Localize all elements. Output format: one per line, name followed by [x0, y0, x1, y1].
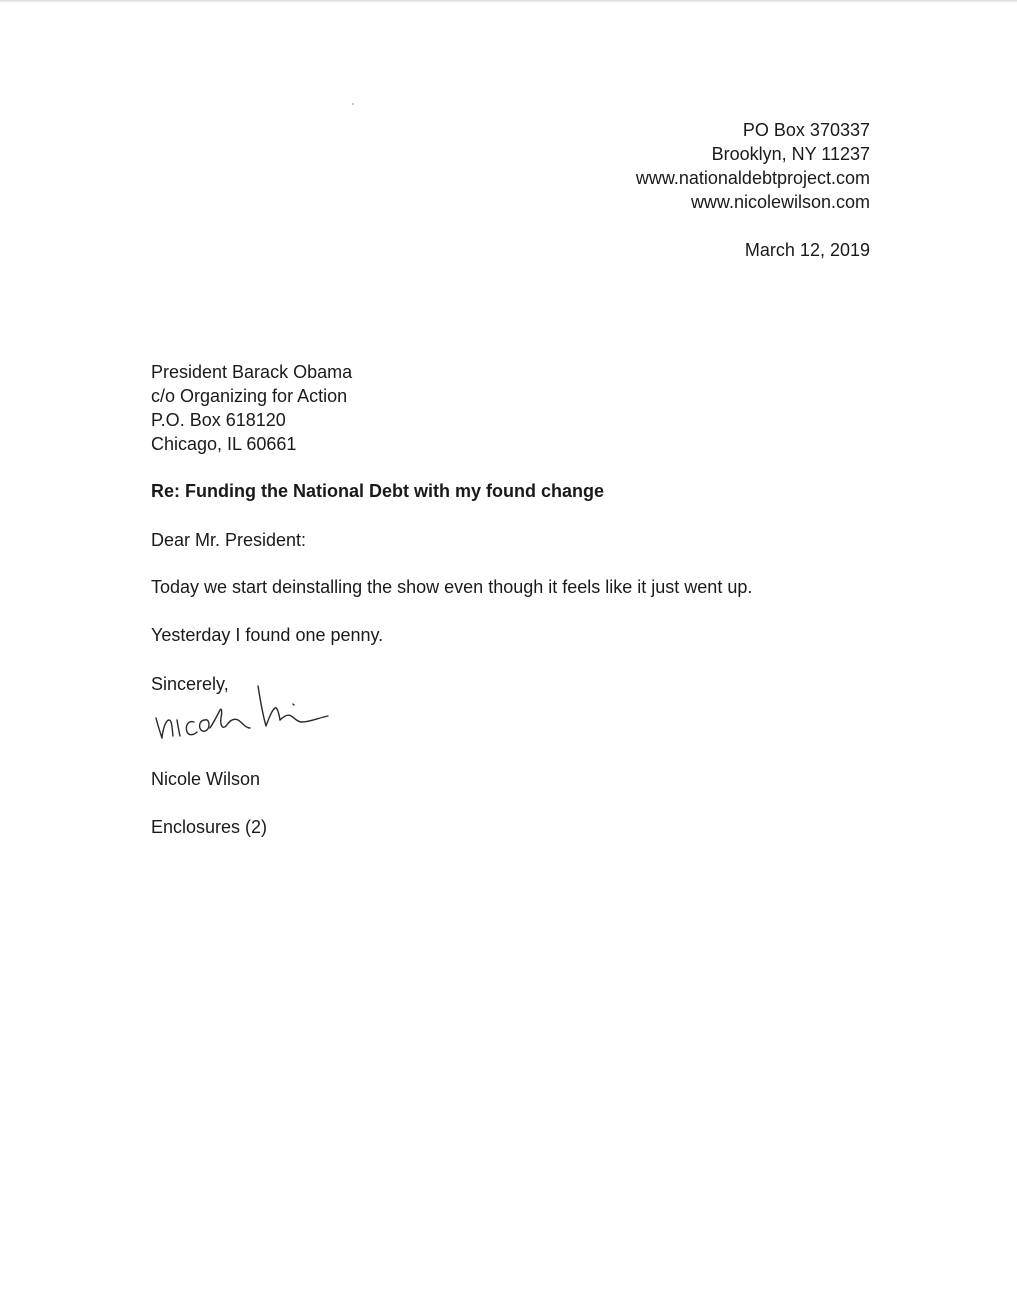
closing: Sincerely,: [151, 674, 229, 694]
scan-edge: [0, 0, 1017, 3]
body-paragraph-2: Yesterday I found one penny.: [151, 625, 384, 645]
recipient-name: President Barack Obama: [151, 362, 353, 382]
recipient-po-box: P.O. Box 618120: [151, 410, 286, 430]
sender-po-box: PO Box 370337: [742, 120, 870, 140]
enclosures-note: Enclosures (2): [151, 817, 268, 837]
signer-name: Nicole Wilson: [151, 769, 261, 789]
body-paragraph-1: Today we start deinstalling the show even though it feels like it just went up.: [151, 577, 753, 597]
subject-line: Re: Funding the National Debt with my found change: [151, 481, 604, 501]
sender-website-project: www.nationaldebtproject.com: [635, 168, 870, 188]
scan-speck: [352, 103, 354, 105]
recipient-care-of: c/o Organizing for Action: [151, 386, 348, 406]
sender-city: Brooklyn, NY 11237: [711, 144, 870, 164]
recipient-city: Chicago, IL 60661: [151, 434, 297, 454]
sender-address: [636, 118, 870, 214]
letter-date: March 12, 2019: [744, 240, 870, 260]
recipient-address: [151, 360, 352, 456]
handwritten-signature: [150, 680, 350, 742]
sender-website-personal: www.nicolewilson.com: [690, 192, 870, 212]
salutation: Dear Mr. President:: [151, 530, 307, 550]
